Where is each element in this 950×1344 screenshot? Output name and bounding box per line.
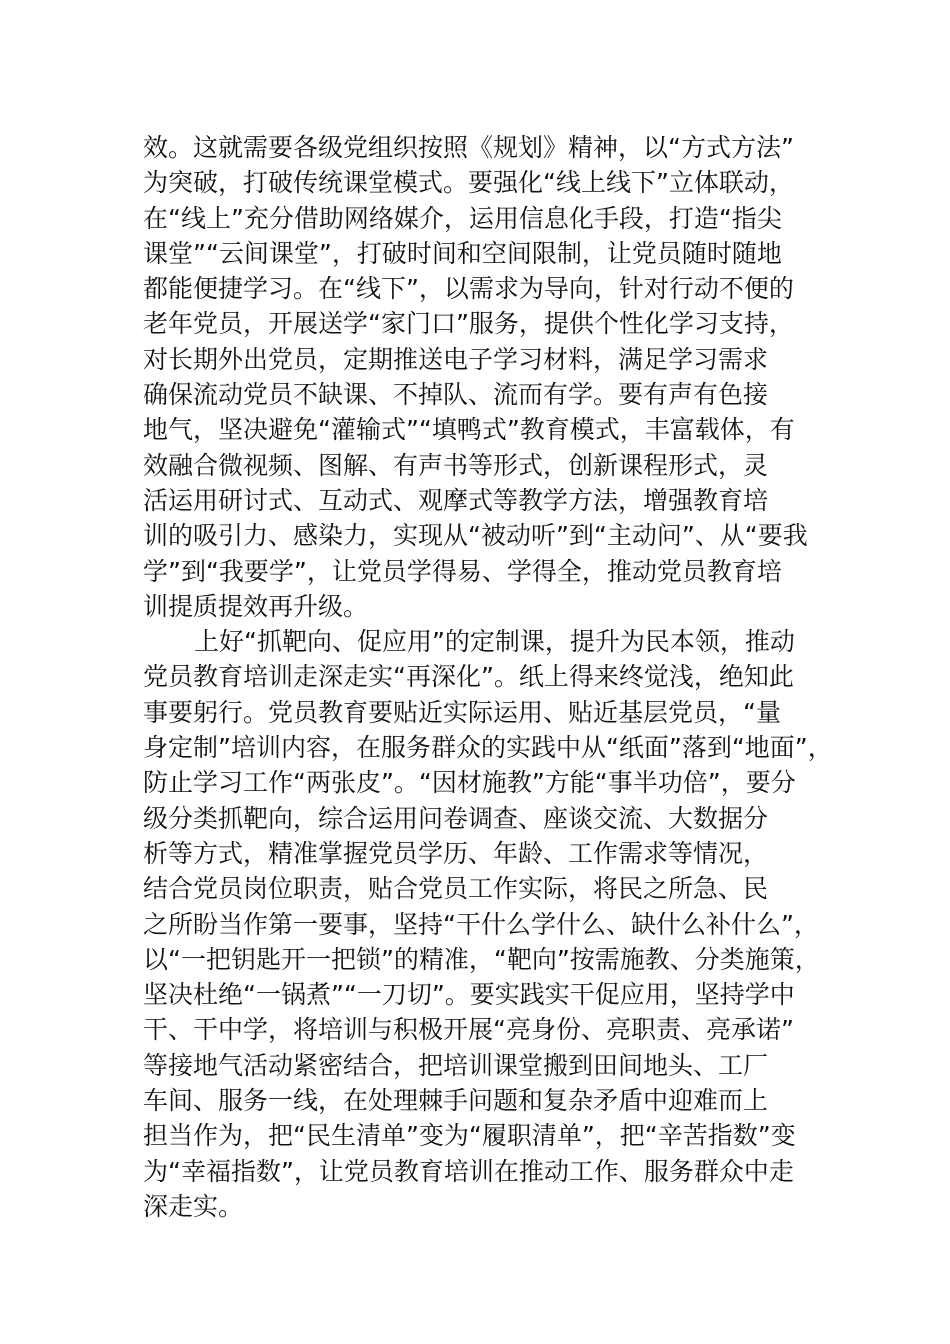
text-line: 车间、服务一线，在处理棘手问题和复杂矛盾中迎难而上 [143,1086,769,1116]
text-line: 身定制”培训内容，在服务群众的实践中从“纸面”落到“地面”， [143,733,833,763]
text-line: 效。这就需要各级党组织按照《规划》精神，以“方式方法” [143,133,794,162]
text-line: 结合党员岗位职责，贴合党员工作实际，将民之所急、民 [143,874,769,904]
text-line: 训的吸引力、感染力，实现从“被动听”到“主动问”、从“要我 [143,521,808,551]
paragraph-1 [143,130,833,624]
text-line: 析等方式，精准掌握党员学历、年龄、工作需求等情况， [143,838,769,868]
text-line: 效融合微视频、图解、有声书等形式，创新课程形式，灵 [143,450,769,480]
text-line: 上好“抓靶向、促应用”的定制课，提升为民本领，推动 [194,627,795,657]
text-line: 级分类抓靶向，综合运用问卷调查、座谈交流、大数据分 [143,803,769,833]
text-line: 为“幸福指数”，让党员教育培训在推动工作、服务群众中走 [143,1156,794,1186]
text-line: 坚决杜绝“一锅煮”“一刀切”。要实践实干促应用，坚持学中 [143,980,795,1010]
text-line: 深走实。 [143,1191,244,1221]
text-line: 学”到“我要学”，让党员学得易、学得全，推动党员教育培 [143,556,782,586]
text-line: 活运用研讨式、互动式、观摩式等教学方法，增强教育培 [143,485,769,515]
text-line: 干、干中学，将培训与积极开展“亮身份、亮职责、亮承诺” [143,1015,794,1045]
text-line: 为突破，打破传统课堂模式。要强化“线上线下”立体联动， [143,168,794,198]
text-line: 在“线上”充分借助网络媒介，运用信息化手段，打造“指尖 [143,203,782,233]
text-line: 等接地气活动紧密结合，把培训课堂搬到田间地头、工厂 [143,1050,769,1080]
text-line: 地气，坚决避免“灌输式”“填鸭式”教育模式，丰富载体，有 [143,415,795,445]
text-line: 防止学习工作“两张皮”。“因材施教”方能“事半功倍”，要分 [143,768,796,798]
body-text [143,130,833,1224]
text-line: 担当作为，把“民生清单”变为“履职清单”，把“辛苦指数”变 [143,1121,796,1151]
paragraph-2 [143,624,833,1224]
text-line: 党员教育培训走深走实“再深化”。纸上得来终觉浅，绝知此 [143,662,794,692]
text-line: 确保流动党员不缺课、不掉队、流而有学。要有声有色接 [143,380,769,410]
text-line: 以“一把钥匙开一把锁”的精准，“靶向”按需施教、分类施策， [143,944,820,974]
text-line: 训提质提效再升级。 [143,591,369,621]
text-line: 都能便捷学习。在“线下”，以需求为导向，针对行动不便的 [143,274,794,304]
text-line: 事要躬行。党员教育要贴近实际运用、贴近基层党员，“量 [143,697,781,727]
text-line: 之所盼当作第一要事，坚持“干什么学什么、缺什么补什么”， [143,909,819,939]
text-line: 课堂”“云间课堂”，打破时间和空间限制，让党员随时随地 [143,238,782,268]
text-line: 老年党员，开展送学“家门口”服务，提供个性化学习支持， [143,309,794,339]
text-line: 对长期外出党员，定期推送电子学习材料，满足学习需求 [143,344,769,374]
